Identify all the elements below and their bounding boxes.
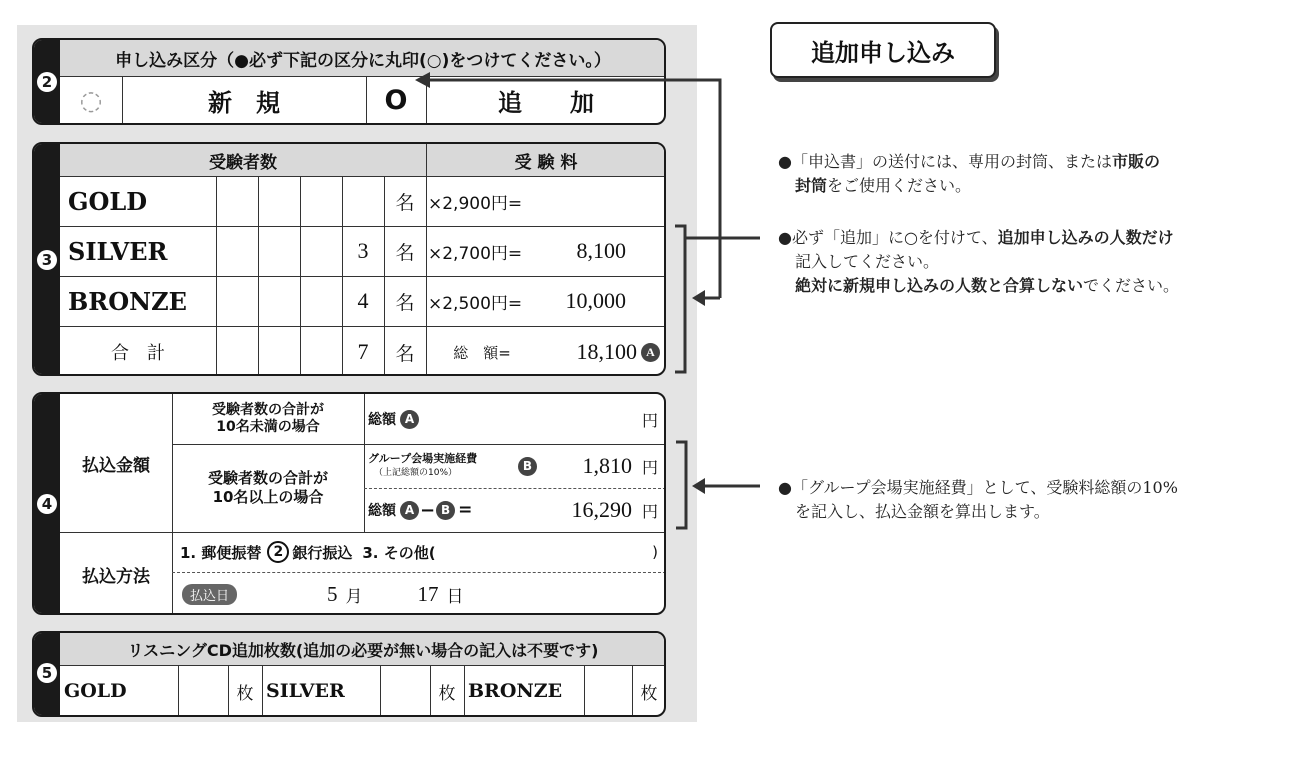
section-header: 申し込み区分（●必ず下記の区分に丸印(○)をつけてください。） (60, 40, 666, 76)
section-number: 5 (37, 663, 57, 683)
section-tab (34, 394, 60, 613)
a-minus-b-value[interactable]: 16,290 (571, 497, 632, 522)
method-other[interactable]: 3. その他( (362, 543, 436, 562)
pay-method-options (172, 532, 666, 572)
count-bronze[interactable]: 4 (357, 288, 369, 313)
side-title: 追加申し込み (770, 22, 996, 78)
note2-line2: 記入してください。 (795, 252, 940, 271)
count-gold[interactable] (342, 176, 384, 226)
mark-a-icon: A (400, 501, 419, 520)
count-silver[interactable]: 3 (357, 238, 369, 263)
note-envelope (778, 150, 1160, 198)
cd-silver-count[interactable] (380, 665, 430, 717)
fee-gold: ×2,900円= (428, 193, 523, 214)
new-circle-option[interactable]: ◌ (79, 85, 103, 116)
note-additional (778, 226, 1179, 298)
day-unit: 日 (446, 587, 464, 607)
section-application-type (32, 38, 666, 125)
add-circle-option[interactable]: O (384, 85, 408, 116)
cd-bronze-label: BRONZE (468, 680, 563, 702)
total-label: 合 計 (111, 343, 165, 364)
unit-person: 名 (395, 241, 415, 264)
amount-silver[interactable]: 8,100 (576, 238, 626, 263)
month-unit: 月 (345, 587, 363, 607)
grade-gold: GOLD (68, 186, 148, 216)
grade-silver: SILVER (68, 236, 168, 266)
note1-line2-bold: 封筒 (795, 176, 828, 195)
section-tab (34, 633, 60, 715)
cd-unit: 枚 (236, 683, 254, 704)
group-fee-label: グループ会場実施経費 (368, 452, 478, 465)
section-payment (32, 392, 666, 615)
yen-unit: 円 (641, 501, 658, 521)
pay-date-chip: 払込日 (182, 584, 237, 605)
total-count[interactable]: 7 (357, 339, 369, 364)
cd-gold-count[interactable] (178, 665, 228, 717)
section-listening-cd (32, 631, 666, 717)
mark-b-icon: B (518, 457, 537, 476)
note1-bold: 市販の (1111, 152, 1160, 171)
section-tab (34, 144, 60, 374)
total-amount[interactable]: 18,100 (576, 339, 637, 364)
total-a-label: 総額 (368, 412, 396, 428)
method-close-paren: ) (652, 543, 658, 561)
over10-condition (172, 444, 364, 532)
mark-b-cell (514, 444, 554, 488)
cd-bronze-count[interactable] (584, 665, 632, 717)
minus-sign: − (420, 499, 436, 521)
mark-a-icon: A (641, 343, 660, 362)
note3-line2: を記入し、払込金額を算出します。 (795, 502, 1050, 521)
cd-gold-label: GOLD (64, 680, 127, 702)
total-a-label: 総額 (368, 503, 396, 519)
cd-silver-label: SILVER (266, 680, 345, 702)
total-amount-cell (538, 326, 666, 376)
over10-line1: 受験者数の合計が (207, 469, 328, 487)
equals-sign: = (458, 500, 473, 520)
section-number: 4 (37, 494, 57, 514)
amount-gold[interactable] (538, 176, 666, 226)
pay-date-row (172, 572, 666, 615)
method-postal[interactable]: 1. 郵便振替 (180, 543, 262, 562)
fee-bronze: ×2,500円= (428, 293, 523, 314)
a-minus-b-label (364, 488, 534, 532)
fee-silver: ×2,700円= (428, 243, 523, 264)
over10-line2: 10名以上の場合 (212, 488, 324, 506)
yen-unit: 円 (641, 457, 658, 477)
grade-bronze: BRONZE (68, 286, 187, 316)
header-examinee-count: 受験者数 (60, 144, 426, 176)
mark-b-icon: B (436, 501, 455, 520)
group-fee-value[interactable]: 1,810 (582, 453, 632, 478)
unit-person: 名 (395, 342, 415, 365)
section-examinees (32, 142, 666, 376)
pay-amount-label: 払込金額 (82, 455, 150, 476)
method-bank-selected-icon[interactable]: 2 (267, 541, 289, 563)
under10-line1: 受験者数の合計が (212, 402, 324, 418)
note-group-fee (778, 476, 1178, 524)
add-label: 追 加 (498, 89, 594, 117)
note2-bold: 追加申し込みの人数だけ (997, 228, 1174, 247)
group-fee-sub: （上記総額の10%） (374, 468, 458, 478)
pay-method-label: 払込方法 (82, 567, 150, 587)
note2-line3-bold: 絶対に新規申し込みの人数と合算しない (795, 276, 1084, 295)
yen-unit: 円 (641, 410, 658, 430)
section-number: 2 (37, 72, 57, 92)
note1-pre: ●「申込書」の送付には、専用の封筒、または (778, 152, 1112, 171)
amount-bronze[interactable]: 10,000 (565, 288, 626, 313)
note2-pre: ●必ず「追加」に○を付けて、 (778, 228, 998, 247)
method-bank[interactable]: 銀行振込 (292, 543, 353, 562)
note1-line2-rest: をご使用ください。 (827, 176, 972, 195)
note2-line3-rest: でください。 (1083, 276, 1180, 295)
total-fee-label: 総 額= (453, 343, 511, 362)
cd-unit: 枚 (640, 683, 658, 704)
under10-line2: 10名未満の場合 (216, 419, 320, 435)
note3-line1: ●「グループ会場実施経費」として、受験料総額の10% (778, 478, 1178, 497)
section-header: リスニングCD追加枚数(追加の必要が無い場合の記入は不要です) (60, 633, 666, 665)
pay-day[interactable]: 17 (417, 582, 439, 606)
pay-month[interactable]: 5 (327, 582, 338, 606)
section-tab (34, 40, 60, 123)
mark-a-icon: A (400, 410, 419, 429)
unit-person: 名 (395, 191, 415, 214)
unit-person: 名 (395, 291, 415, 314)
section-number: 3 (37, 250, 57, 270)
header-exam-fee: 受 験 料 (426, 144, 666, 176)
new-label: 新 規 (208, 89, 280, 117)
under10-condition (172, 394, 364, 444)
cd-unit: 枚 (438, 683, 456, 704)
